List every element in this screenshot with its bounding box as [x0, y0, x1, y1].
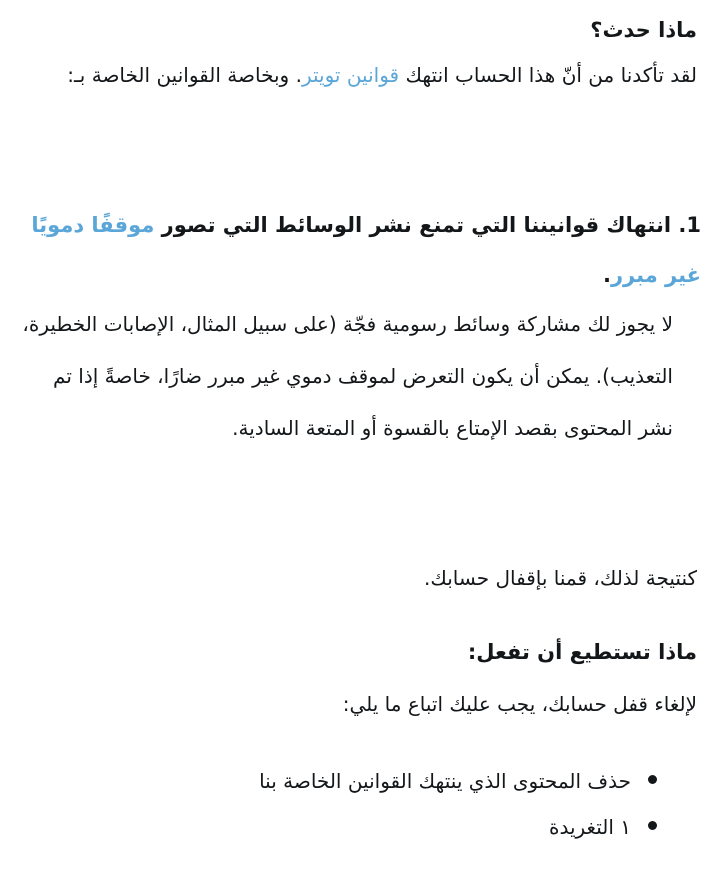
rule-title: انتهاك قوانيننا التي تمنع نشر الوسائط التي تصور — [154, 213, 679, 237]
requirements-list — [20, 758, 657, 850]
heading-what-you-can-do: ماذا تستطيع أن تفعل: — [467, 640, 697, 664]
list-item — [20, 758, 657, 804]
rule-description: لا يجوز لك مشاركة وسائط رسومية فجّة (على سبيل المثال، الإصابات الخطيرة، التعذيب). يمكن أن يكون التعرض لموقف دموي غير مبرر ضارًا، خاصةً إذا تم نشر المحتوى بقصد الإمتاع بالقسوة أو المتعة السادية. — [22, 312, 673, 440]
bullet-icon — [648, 775, 657, 784]
result-text: كنتيجة لذلك، قمنا بإقفال حسابك. — [424, 566, 697, 590]
intro-paragraph — [20, 58, 697, 92]
list-item — [20, 804, 657, 850]
intro-text-start: لقد تأكدنا من أنّ هذا الحساب انتهك — [399, 63, 697, 87]
intro-text-end: . وبخاصة القوانين الخاصة بـ: — [67, 63, 302, 87]
requirement-tweet-count: ١ التغريدة — [548, 815, 631, 839]
requirement-delete-content: حذف المحتوى الذي ينتهك القوانين الخاصة بنا — [259, 769, 631, 793]
twitter-rules-link[interactable]: قوانين تويتر — [301, 63, 400, 87]
gratuitous-gore-link[interactable]: موقفًا دمويًا غير مبرر — [31, 213, 701, 287]
violated-rule-item — [20, 200, 701, 300]
rule-number: 1. — [678, 213, 701, 237]
heading-what-happened: ماذا حدث؟ — [590, 18, 697, 42]
unlock-instructions: لإلغاء قفل حسابك، يجب عليك اتباع ما يلي: — [342, 692, 697, 716]
rule-title-end: . — [602, 263, 611, 287]
bullet-icon — [648, 821, 657, 830]
